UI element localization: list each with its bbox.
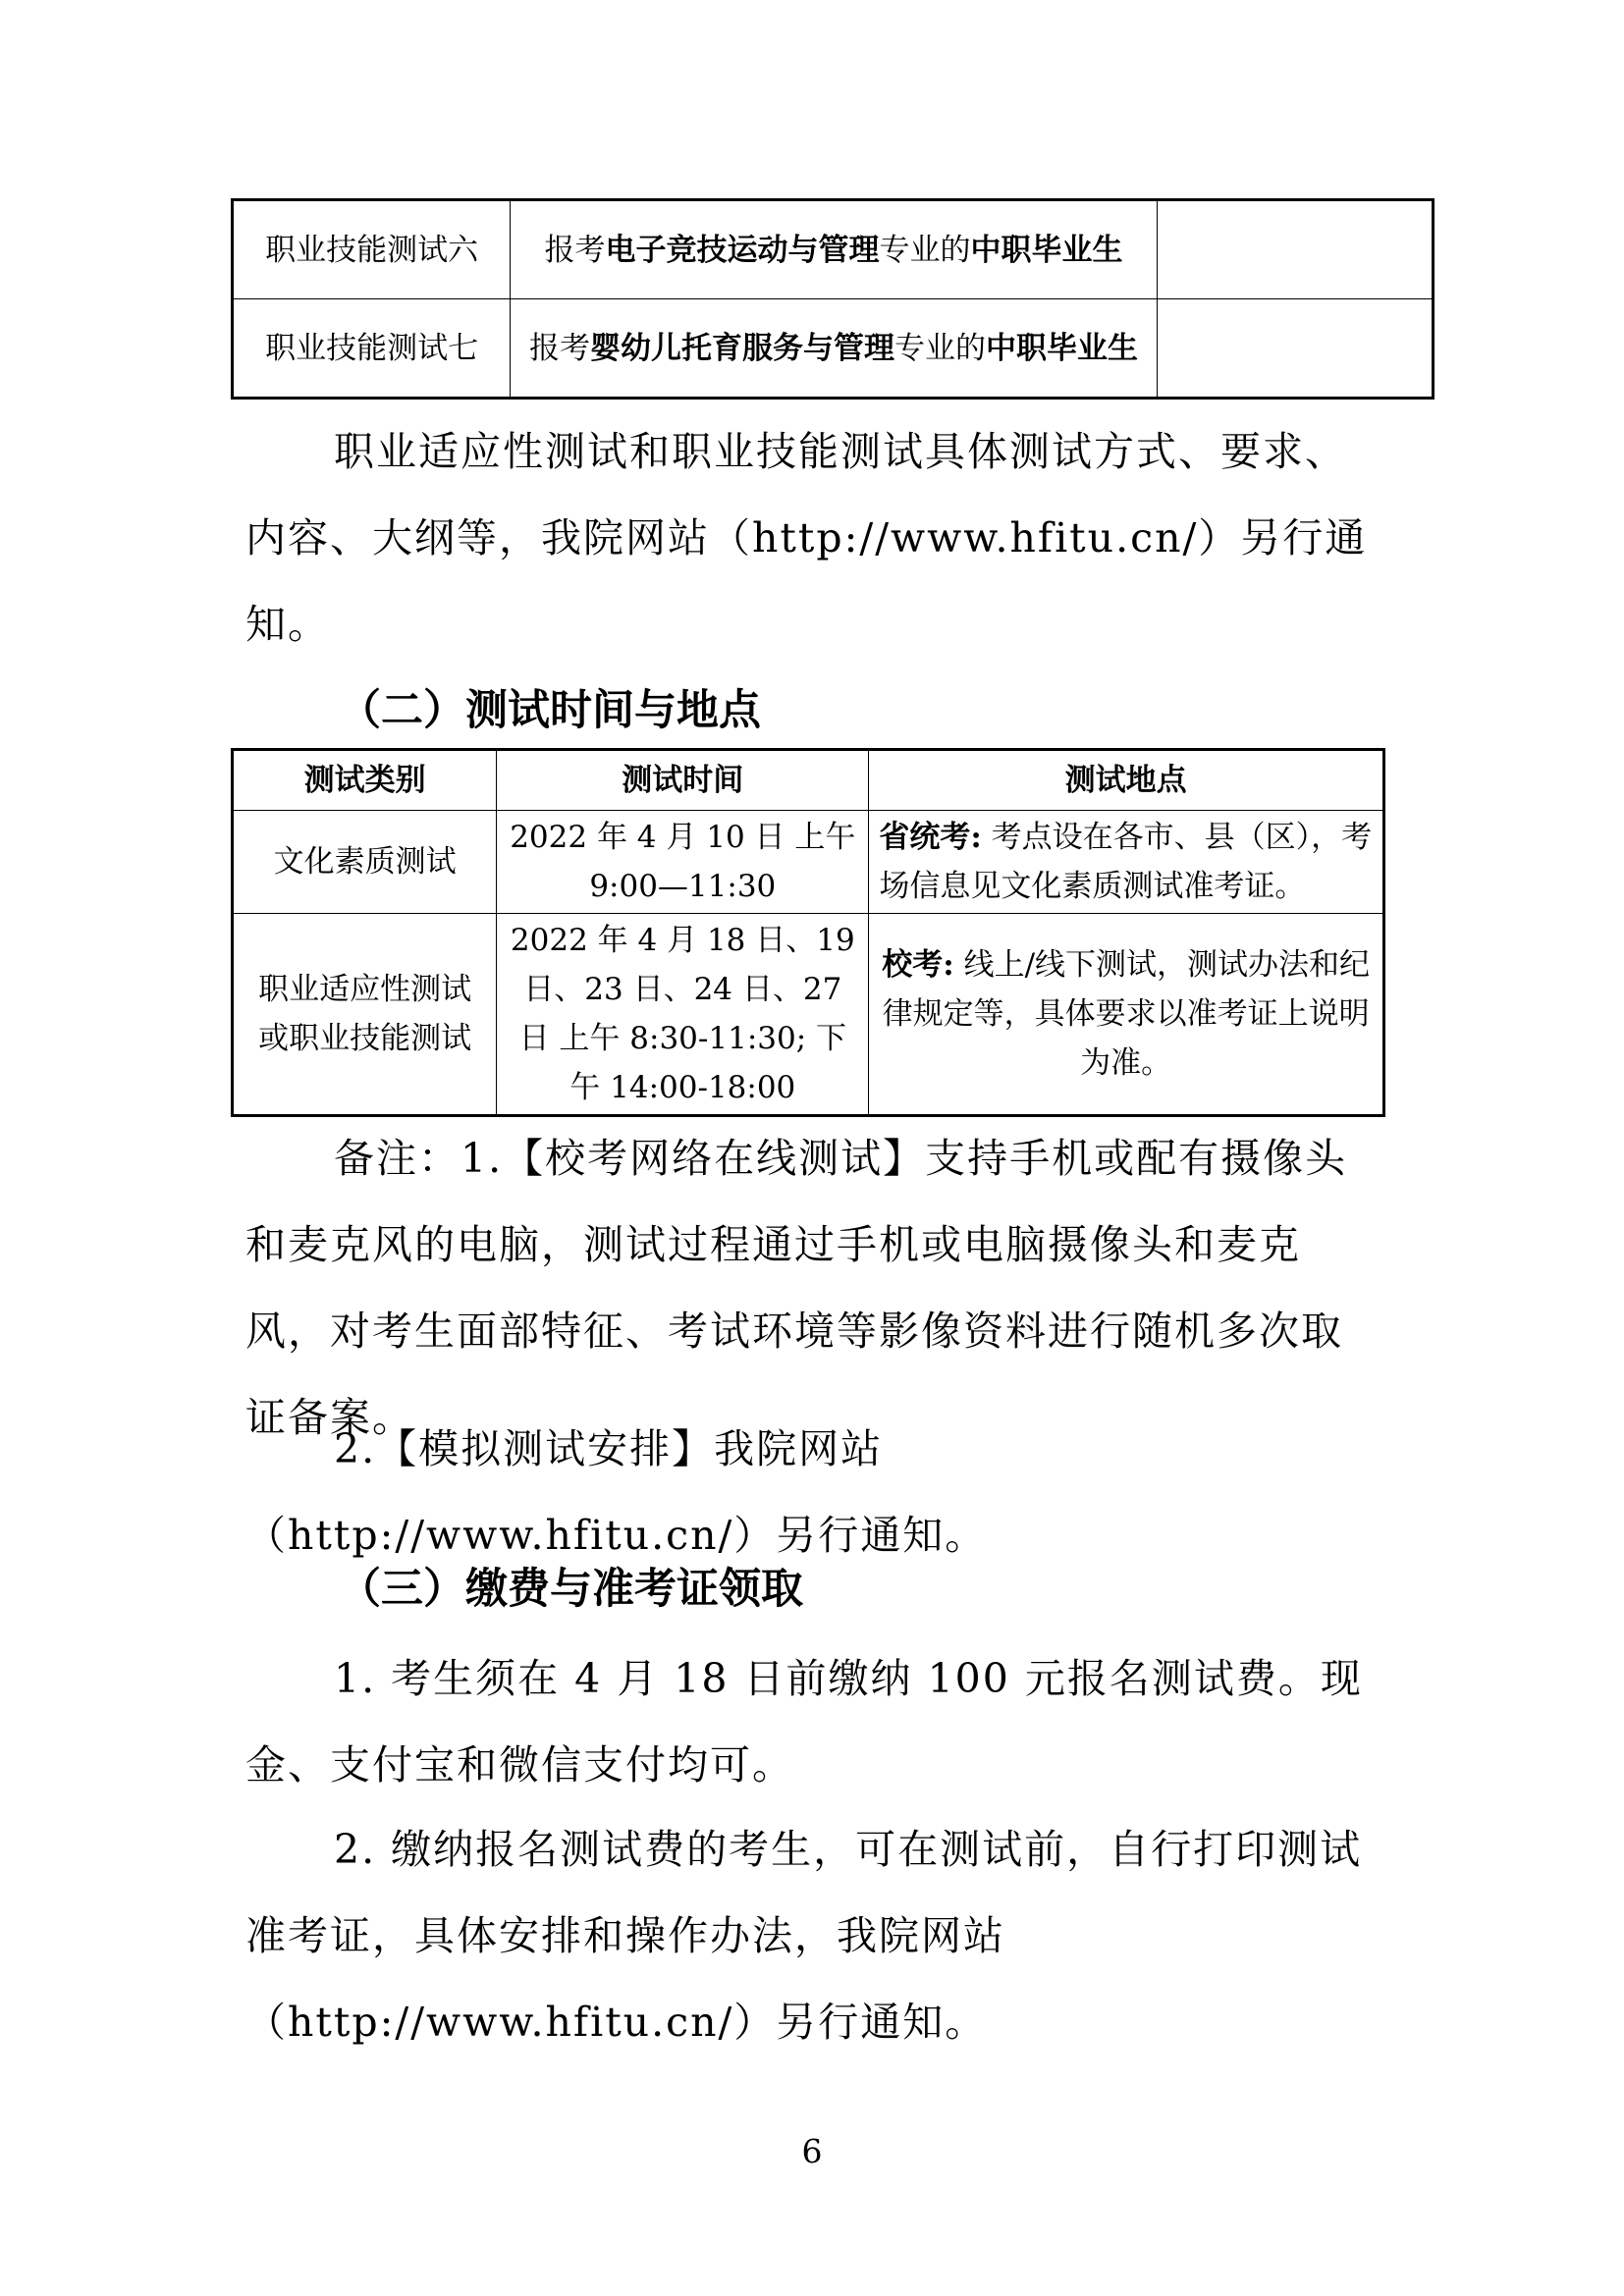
time-cell: 2022 年 4 月 10 日 上午 9:00—11:30 [497,811,869,914]
time-cell: 2022 年 4 月 18 日、19 日、23 日、24 日、27 日 上午 8:30-11:30; 下午 14:00-18:00 [497,914,869,1116]
header-category: 测试类别 [233,750,497,811]
section-heading-fee-ticket: （三）缴费与准考证领取 [339,1565,803,1614]
table-row [233,914,1384,1116]
note-online-test: 备注：1.【校考网络在线测试】支持手机或配有摄像头和麦克风的电脑，测试过程通过手机或电脑摄像头和麦克风，对考生面部特征、考试环境等影像资料进行随机多次取证备案。 [245,1135,1348,1441]
place-cell: 省统考: 考点设在各市、县（区），考场信息见文化素质测试准考证。 [869,811,1384,914]
table-row [233,811,1384,914]
table-header-row [233,750,1384,811]
remark-cell [1157,299,1433,399]
category-cell: 职业适应性测试或职业技能测试 [233,914,497,1116]
test-desc-cell: 报考电子竞技运动与管理专业的中职毕业生 [511,200,1157,299]
table-row [233,299,1434,399]
schedule-table [231,748,1385,1117]
skill-test-table [231,198,1435,400]
page-number: 6 [801,2132,823,2170]
note-mock-test: 2.【模拟测试安排】我院网站（http://www.hfitu.cn/）另行通知。 [245,1425,988,1559]
fee-item: 1. 考生须在 4 月 18 日前缴纳 100 元报名测试费。现金、支付宝和微信支付均可。 [245,1655,1363,1789]
paragraph-test-requirements: 职业适应性测试和职业技能测试具体测试方式、要求、内容、大纲等，我院网站（http://www.hfitu.cn/）另行通知。 [245,428,1368,648]
remark-cell [1157,200,1433,299]
test-name-cell: 职业技能测试七 [233,299,511,399]
header-time: 测试时间 [497,750,869,811]
test-desc-cell: 报考婴幼儿托育服务与管理专业的中职毕业生 [511,299,1157,399]
test-name-cell: 职业技能测试六 [233,200,511,299]
section-heading-time-place: （二）测试时间与地点 [339,686,761,735]
ticket-item: 2. 缴纳报名测试费的考生，可在测试前，自行打印测试准考证，具体安排和操作办法，我院网站（http://www.hfitu.cn/）另行通知。 [245,1826,1363,2046]
table-row [233,200,1434,299]
category-cell: 文化素质测试 [233,811,497,914]
header-place: 测试地点 [869,750,1384,811]
place-cell: 校考: 线上/线下测试，测试办法和纪律规定等，具体要求以准考证上说明为准。 [869,914,1384,1116]
